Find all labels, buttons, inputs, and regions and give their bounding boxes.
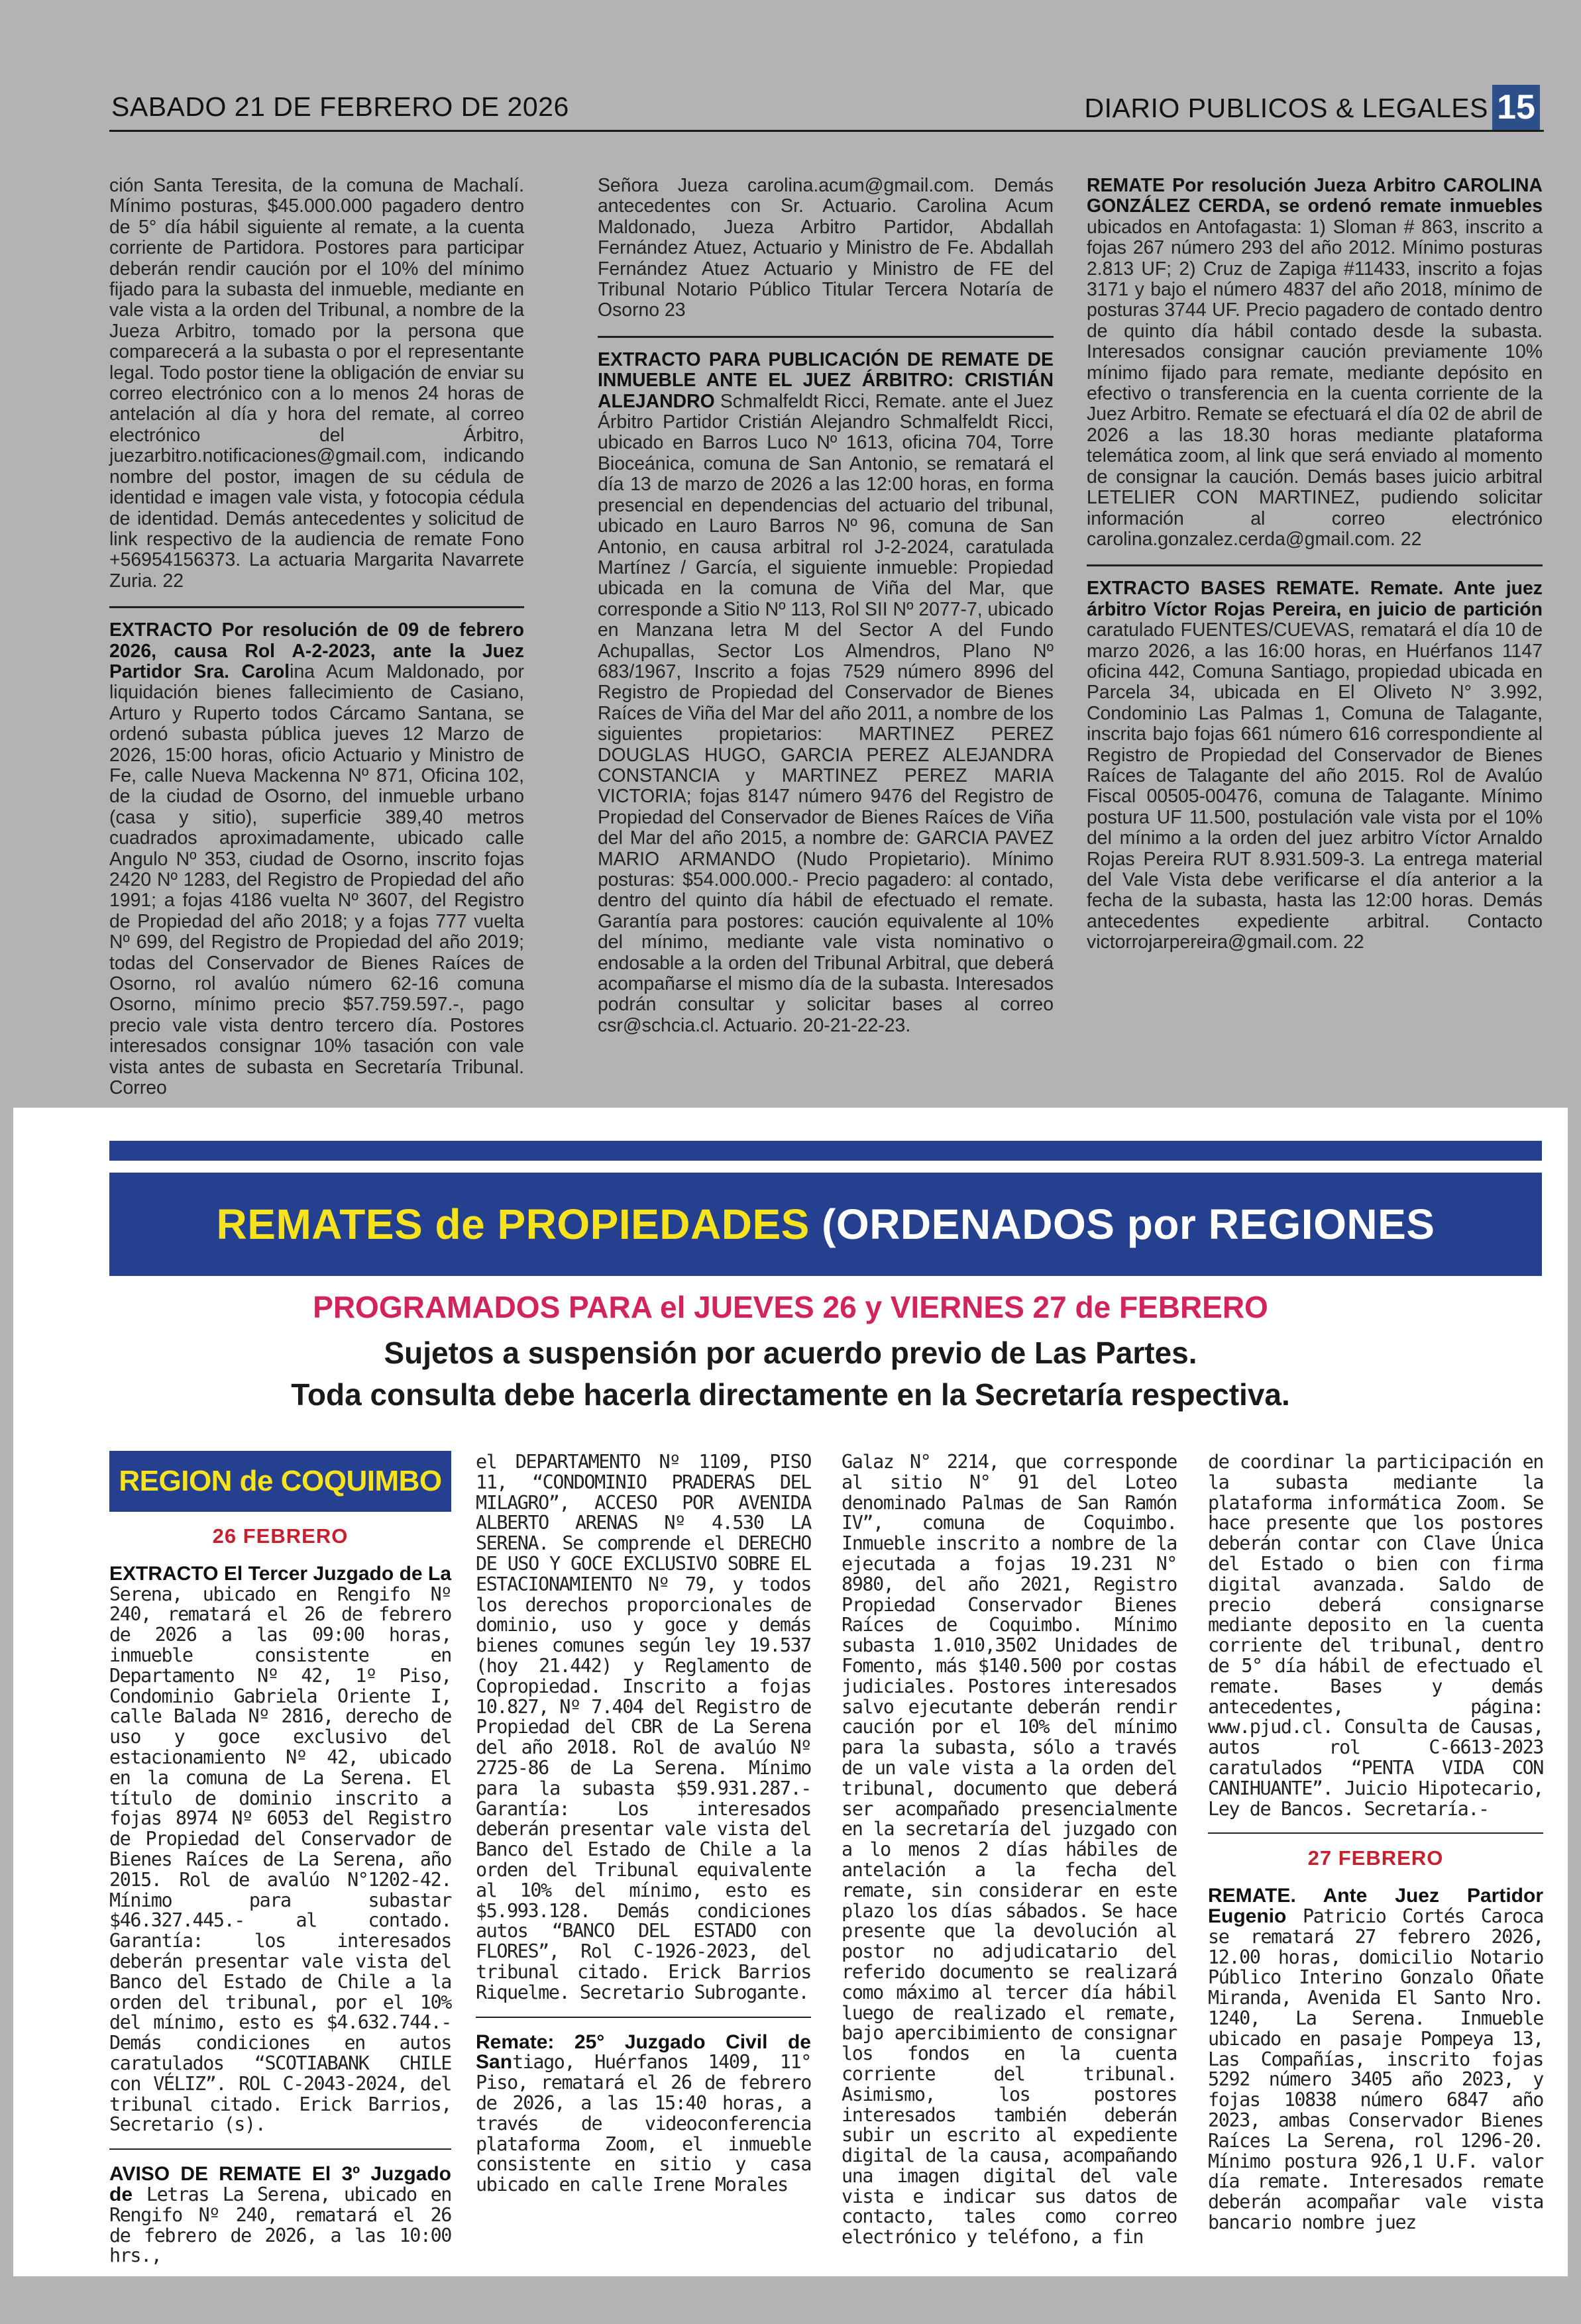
bottom-column-3 — [842, 1452, 1177, 2261]
divider — [1087, 564, 1543, 566]
notice-heading: AVISO DE REMATE El 3º Juzgado de — [109, 2163, 451, 2205]
notice-heading: EXTRACTO PARA PUBLICACIÓN DE REMATE DE INMUEBLE ANTE EL JUEZ ÁRBITRO: CRISTIÁN ALEJANDRO — [598, 348, 1054, 412]
notice-heading: EXTRACTO Por resolución de 09 de febrero 2026, causa Rol A-2-2023, ante la Juez Partidor Sra. Carol — [109, 619, 524, 682]
consult-note: Toda consulta debe hacerla directamente en la Secretaría respectiva. — [291, 1377, 1290, 1412]
top-column-3 — [1087, 176, 1543, 968]
date-heading: 27 FEBRERO — [1307, 1846, 1444, 1870]
top-column-2 — [598, 176, 1054, 1051]
notice — [109, 2164, 451, 2266]
banner-title: REMATES de PROPIEDADES — [216, 1200, 810, 1248]
notice — [1087, 176, 1543, 550]
notice-text: caratulado FUENTES/CUEVAS, rematará el día 10 de marzo 2026, a las 16:00 horas, en Huérfanos 1147 oficina 442, Comuna Santiago, propiedad ubicada en Parcela 34, ubicada en El Oliveto N° 3.992, Condominio Las Palmas 1, Comuna de Talagante, inscrita bajo fojas 661 número 616 correspondiente al Registro de Propiedad del Conservador de Bienes Raíces de Talagante del año 2015. Rol de Avalúo Fiscal 00505-00476, comuna de Talagante. Mínimo postura UF 11.500, postulación vale vista por el 10% del mínimo a la orden del juez arbitro Víctor Arnaldo Rojas Pereira RUT 8.931.509-3. La entrega material del Vale Vista debe verificarse el día anterior a la fecha de la subasta, hasta las 12:00 horas. Demás antecedentes expediente arbitral. Contacto victorrojarpereira@gmail.com. 22 — [1087, 619, 1543, 953]
notice — [109, 1564, 451, 2135]
bottom-column-1 — [109, 1451, 451, 2280]
notice-text: Patricio Cortés Caroca se rematará 27 febrero 2026, 12.00 horas, domicilio Notario Público Interino Gonzalo Oñate Miranda, Avenida El Santo Nro. 1240, La Serena. Inmueble ubicado en pasaje Pompeya 13, Las Compañías, inscrito fojas 5292 número 3405 año 2023, y fojas 10838 número 6847 año 2023, ambas Conservador Bienes Raíces La Serena, rol 1296-20. Mínimo postura 926,1 U.F. valor día remate. Interesados remate deberán acompañar vale vista bancario nombre juez — [1208, 1905, 1543, 2233]
divider — [476, 2017, 811, 2018]
divider — [109, 606, 524, 608]
page-number: 15 — [1492, 85, 1540, 130]
bottom-column-2 — [476, 1452, 811, 2209]
notice-text: de coordinar la participación en la subasta mediante la plataforma informática Zoom. Se hace presente que los postores deberán contar con Clave Única del Estado o bien con firma digital avanzada. Saldo de precio deberá consignarse mediante deposito en la cuenta corriente del tribunal, dentro de 5° día hábil de efectuado el remate. Bases y demás antecedentes, página: www.pjud.cl. Consulta de Causas, autos rol C-6613-2023 caratulados “PENTA VIDA CON CANIHUANTE”. Juicio Hipotecario, Ley de Bancos. Secretaría.- — [1208, 1451, 1543, 1820]
notice-heading: REMATE Por resolución Jueza Arbitro CAROLINA GONZÁLEZ CERDA, se ordenó remate inmuebles — [1087, 175, 1543, 217]
notice-text: tiago, Huérfanos 1409, 11° Piso, rematará el 26 de febrero de 2026, a las 15:40 horas, a través de videoconferencia plataforma Zoom, el inmueble consistente en sitio y casa ubicado en calle Irene Morales — [476, 2051, 811, 2196]
notice-text: ina Acum Maldonado, por liquidación bienes fallecimiento de Casiano, Arturo y Ruperto todos Cárcamo Santana, se ordenó subasta pública jueves 12 Marzo de 2026, 15:00 horas, oficio Actuario y Ministro de Fe, calle Nueva Mackenna Nº 871, Oficina 102, de la ciudad de Osorno, del inmueble urbano (casa y sitio), superficie 389,40 metros cuadrados aproximadamente, ubicado calle Angulo Nº 353, ciudad de Osorno, inscrito fojas 2420 Nº 1283, del Registro de Propiedad del año 1991; a fojas 4186 vuelta Nº 3607, del Registro de Propiedad del año 2018; y a fojas 777 vuelta Nº 699, del Registro de Propiedad del año 2019; todas del Conservador de Bienes Raíces de Osorno, rol avalúo número 62-16 comuna Osorno, mínimo precio $57.759.597.-, pago precio vale vista dentro tercero día. Postores interesados consignar 10% tasación con vale vista antes de subasta en Secretaría Tribunal. Correo — [109, 660, 525, 1099]
notice-text: ción Santa Teresita, de la comuna de Machalí. Mínimo posturas, $45.000.000 pagadero dentro de 5° día hábil siguiente al remate, a la cuenta corriente de Partidora. Postores para participar deberán rendir caución por el 10% del mínimo fijado para la subasta del inmueble, mediante en vale vista a la orden del Tribunal, a nombre de la Jueza Arbitro, tomado por la persona que comparecerá a la subasta o por el representante legal. Todo postor tiene la obligación de enviar su correo electrónico con a lo menos 24 horas de antelación al día y hora del remate, al correo electrónico del Árbitro, juezarbitro.notificaciones@gmail.com, indicando nombre del postor, imagen de su cédula de identidad e imagen vale vista, y fotocopia cédula de identidad. Demás antecedentes y solicitud de link respectivo de la audiencia de remate Fono +56954156373. La actuaria Margarita Navarrete Zuria. 22 — [109, 175, 524, 592]
bottom-column-4 — [1208, 1452, 1543, 2246]
notice-text: Señora Jueza carolina.acum@gmail.com. Demás antecedentes con Sr. Actuario. Carolina Acum Maldonado, Jueza Arbitro Partidor, Abdallah Fernández Atuez, Actuario y Ministro de Fe. Abdallah Fernández Atuez Actuario y Ministro de FE del Tribunal Notario Público Titular Tercera Notaría de Osorno 23 — [598, 175, 1054, 321]
notice — [598, 350, 1054, 1036]
notice — [476, 2033, 811, 2195]
notice — [1087, 578, 1543, 953]
notice-heading: Remate: 25° Juzgado Civil de San — [476, 2031, 811, 2074]
header-paper-name: DIARIO PUBLICOS & LEGALES — [1084, 93, 1488, 123]
region-label: REGION de COQUIMBO — [119, 1464, 442, 1497]
bottom-margin-strip — [0, 2276, 1581, 2324]
notice-heading: EXTRACTO El Tercer Juzgado de La — [109, 1562, 451, 1585]
divider — [598, 336, 1054, 338]
notice-heading: EXTRACTO BASES REMATE. Remate. Ante juez árbitro Víctor Rojas Pereira, en juicio de partición — [1087, 578, 1543, 620]
banner-subtitle: (ORDENADOS por REGIONES — [809, 1200, 1435, 1248]
header-rule — [109, 130, 1544, 132]
divider — [1208, 1832, 1543, 1834]
header-date: SABADO 21 DE FEBRERO DE 2026 — [111, 91, 569, 122]
notice-text: Serena, ubicado en Rengifo Nº 240, rematará el 26 de febrero de 2026 a las 09:00 horas, inmueble consistente en Departamento Nº 42, 1º Piso, Condominio Gabriela Oriente I, calle Balada Nº 2816, derecho de uso y goce exclusivo del estacionamiento Nº 42, ubicado en la comuna de La Serena. El título de dominio inscrito a fojas 8974 Nº 6053 del Registro de Propiedad del Conservador de Bienes Raíces de La Serena, año 2015. Rol de avalúo N°1202-42. Mínimo para subastar $46.327.445.- al contado. Garantía: los interesados deberán presentar vale vista del Banco del Estado de Chile a la orden del tribunal, por el 10% del mínimo, esto es $4.632.744.- Demás condiciones en autos caratulados “SCOTIABANK CHILE con VÉLIZ”. ROL C-2043-2024, del tribunal citado. Erick Barrios, Secretario (s). — [109, 1583, 451, 2136]
notice-text: ubicados en Antofagasta: 1) Sloman # 863, inscrito a fojas 267 número 293 del año 2012. Mínimo posturas 2.813 UF; 2) Cruz de Zapiga #11433, inscrito a fojas 3171 y bajo el número 4837 del año 2018, mínimo de posturas 3744 UF. Precio pagadero de contado dentro de quinto día hábil contado desde la subasta. Interesados consignar caución previamente 10% mínimo fijado para remate, mediante depósito en efectivo o transferencia en la cuenta corriente de la Juez Arbitro. Remate se efectuará el día 02 de abril de 2026 a las 18.30 horas mediante plataforma telemática zoom, al link que será enviado al momento de consignar la caución. Demás bases juicio arbitral LETELIER CON MARTINEZ, pudiendo solicitar información al correo electrónico carolina.gonzalez.cerda@gmail.com. 22 — [1087, 216, 1543, 550]
banner-top-bar — [109, 1141, 1542, 1161]
date-heading: 26 FEBRERO — [212, 1524, 349, 1548]
notice-text: Letras La Serena, ubicado en Rengifo Nº 240, rematará el 26 de febrero de 2026, a las 10:00 hrs., — [109, 2183, 451, 2267]
section-banner — [109, 1173, 1542, 1276]
top-column-1 — [109, 176, 524, 1113]
region-label-box — [109, 1451, 451, 1512]
notice-heading: REMATE. Ante Juez Partidor Eugenio — [1208, 1885, 1543, 1927]
notice — [1208, 1886, 1543, 2233]
notice-text: Schmalfeldt Ricci, Remate. ante el Juez Árbitro Partidor Cristián Alejandro Schmalfeldt Ricci, ubicado en Barros Luco Nº 1613, oficina 704, Torre Bioceánica, comuna de San Antonio, se rematará el día 13 de marzo de 2026 a las 12:00 horas, en forma presencial en dependencias del actuario del tribunal, ubicado en Lauro Barros Nº 96, comuna de San Antonio, en causa arbitral rol J-2-2024, caratulada Martínez / García, el siguiente inmueble: Propiedad ubicada en la comuna de Viña del Mar, que corresponde a Sitio Nº 113, Rol SII Nº 2077-7, ubicado en Manzana letra M del Sector A del Fundo Achupallas, Sector Los Almendros, Plano Nº 683/1967, Inscrito a fojas 7529 número 8996 del Registro de Propiedad del Conservador de Bienes Raíces de Viña del Mar del año 2011, a nombre de los siguientes propietarios: MARTINEZ PEREZ DOUGLAS HUGO, GARCIA PEREZ ALEJANDRA CONSTANCIA y MARTINEZ PEREZ MARIA VICTORIA; fojas 8147 número 9476 del Registro de Propiedad del Conservador de Bienes Raíces de Viña del Mar del año 2015, a nombre de: GARCIA PAVEZ MARIO ARMANDO (Nudo Propietario). Mínimo posturas: $54.000.000.- Precio pagadero: al contado, dentro del quinto día hábil de efectuado el remate. Garantía para postores: caución equivalente al 10% del mínimo, mediante vale vista nominativo o endosable a la orden del Tribunal Arbitral, que deberá acompañarse el mismo día de la subasta. Interesados podrán consultar y solicitar bases al correo csr@schcia.cl. Actuario. 20-21-22-23. — [598, 390, 1054, 1036]
notice-text: el DEPARTAMENTO Nº 1109, PISO 11, “CONDOMINIO PRADERAS DEL MILAGRO”, ACCESO POR AVENIDA ALBERTO ARENAS Nº 4.530 LA SERENA. Se comprende el DERECHO DE USO Y GOCE EXCLUSIVO SOBRE EL ESTACIONAMIENTO Nº 79, y todos los derechos proporcionales de dominio, uso y goce y demás bienes comunes según ley 19.537 (hoy 21.442) y Reglamento de Copropiedad. Inscrito a fojas 10.827, Nº 7.404 del Registro de Propiedad del CBR de La Serena del año 2018. Rol de avalúo Nº 2725-86 de La Serena. Mínimo para la subasta $59.931.287.- Garantía: Los interesados deberán presentar vale vista del Banco del Estado de Chile a la orden del Tribunal equivalente al 10% del mínimo, esto es $5.993.128. Demás condiciones autos “BANCO DEL ESTADO con FLORES”, Rol C-1926-2023, del tribunal citado. Erick Barrios Riquelme. Secretario Subrogante. — [476, 1451, 811, 2003]
suspension-note: Sujetos a suspensión por acuerdo previo de Las Partes. — [384, 1336, 1197, 1370]
divider — [109, 2148, 451, 2150]
notice-text: Galaz N° 2214, que corresponde al sitio N° 91 del Loteo denominado Palmas de San Ramón IV”, comuna de Coquimbo. Inmueble inscrito a nombre de la ejecutada a fojas 19.231 N° 8980, del año 2021, Registro Propiedad Conservador Bienes Raíces de Coquimbo. Mínimo subasta 1.010,3502 Unidades de Fomento, más $140.500 por costas judiciales. Postores interesados salvo ejecutante deberán rendir caución por el 10% del mínimo para la subasta, sólo a través de un vale vista a la orden del tribunal, documento que deberá ser acompañado presencialmente en la secretaría del juzgado con a lo menos 2 días hábiles de antelación a la fecha del remate, sin considerar en este plazo los días sábados. Se hace presente que la devolución al postor no adjudicatario del referido documento se realizará como máximo al tercer día hábil luego de realizado el remate, bajo apercibimiento de consignar los fondos en la cuenta corriente del tribunal. Asimismo, los postores interesados también deberán subir un escrito al expediente digital de la causa, acompañando una imagen digital del vale vista e indicar sus datos de contacto, tales como correo electrónico y teléfono, a fin — [842, 1451, 1177, 2248]
notice — [109, 620, 524, 1098]
schedule-heading: PROGRAMADOS PARA el JUEVES 26 y VIERNES 27 de FEBRERO — [313, 1290, 1268, 1324]
